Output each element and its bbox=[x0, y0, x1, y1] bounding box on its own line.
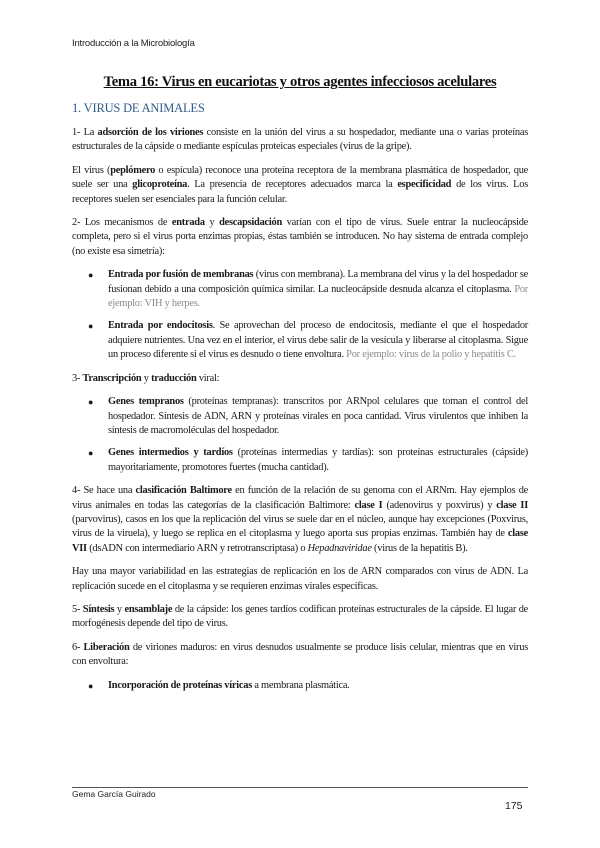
bullet-icon: ● bbox=[88, 321, 94, 332]
bullet-icon: ● bbox=[88, 270, 94, 281]
list-item-membrane-fusion: ● Entrada por fusión de membranas (virus con membrana). La membrana del virus y la del hospedador se fusionan debido a una composición química similar. La nucleocápside desnuda alcanza el citoplasma. Por ejemplo: VIH y herpes. bbox=[88, 269, 528, 310]
list-item-early-genes: ● Genes tempranos (proteínas tempranas): transcritos por ARNpol celulares que toman el control del hospedador. Síntesis de ADN, ARN y proteínas virales en poca cantidad. Virus virulentos que inhiben la síntesis de macromoléculas del hospedador. bbox=[88, 396, 528, 436]
gene-types-list bbox=[72, 395, 528, 475]
page-content bbox=[72, 72, 528, 702]
list-item-protein-incorporation: ● Incorporación de proteínas víricas a membrana plasmática. bbox=[72, 679, 528, 693]
page-title: Tema 16: Virus en eucariotas y otros agentes infecciosos acelulares bbox=[103, 74, 497, 90]
paragraph-transcription: 3- Transcripción y traducción viral: bbox=[72, 372, 220, 384]
footer-divider bbox=[72, 787, 528, 788]
release-list bbox=[72, 679, 528, 693]
bullet-icon: ● bbox=[88, 448, 94, 459]
paragraph-adsorption: 1- La adsorción de los viriones consiste en la unión del virus a su hospedador, mediante una o varias proteínas estructurales de la cápside o mediante espículas proteicas especiales (virus de la gripe). bbox=[72, 127, 528, 153]
bullet-icon: ● bbox=[88, 397, 94, 408]
footer-author: Gema García Guirado bbox=[72, 789, 156, 799]
paragraph-release: 6- Liberación de viriones maduros: en virus desnudos usualmente se produce lisis celular, mientras que en virus con envoltura: bbox=[72, 641, 528, 668]
list-item-late-genes: ● Genes intermedios y tardíos (proteínas intermedias y tardías): son proteínas estructurales (cápside) mayoritariamente, promotores fuertes (mucha cantidad). bbox=[88, 447, 528, 473]
paragraph-entry-mechanisms: 2- Los mecanismos de entrada y descapsidación varían con el tipo de virus. Suele entrar la nucleocápside completa, pero si el virus porta enzimas propias, éstas también se introducen. No hay sistema de entrada complejo (no existe esa simetría): bbox=[72, 217, 529, 257]
list-item-endocytosis: ● Entrada por endocitosis. Se aprovechan del proceso de endocitosis, mediante el que el hospedador adquiere nutrientes. Una vez en el interior, el virus debe salir de la vesícula y liberarse al citoplasma. Sigue un proceso diferente si el virus es desnudo o tiene envoltura. Por ejemplo: virus de la polio y hepatitis C. bbox=[88, 320, 528, 361]
paragraph-peplomero: El virus (peplómero o espícula) reconoce una proteína receptora de la membrana plasmática de hospedador, que suele ser una glicoproteína. La presencia de receptores adecuados marca la especificidad de los virus. Los receptores suelen ser esenciales para la función celular. bbox=[72, 164, 528, 205]
paragraph-baltimore: 4- Se hace una clasificación Baltimore en función de la relación de su genoma con el ARNm. Hay ejemplos de virus animales en todas las categorías de la clasificación Baltimore: clase I (adenovirus y poxvirus) y clase II (parvovirus), casos en los que la replicación del virus se suele dar en el núcleo, aunque hay excepciones (Poxvirus, virus de la viruela), y luego se replica en el citoplasma y luego aporta sus propias enzimas. También hay de clase VII (dsADN con intermediario ARN y retrotranscriptasa) o Hepadnaviridae (virus de la hepatitis B). bbox=[72, 485, 528, 554]
paragraph-assembly: 5- Síntesis y ensamblaje de la cápside: los genes tardíos codifican proteínas estructurales de la cápside. El lugar de morfogénesis depende del tipo de virus. bbox=[72, 603, 529, 630]
section-heading: 1. VIRUS DE ANIMALES bbox=[72, 101, 205, 115]
running-header: Introducción a la Microbiología bbox=[72, 38, 195, 49]
page-number: 175 bbox=[505, 800, 523, 812]
bullet-icon: ● bbox=[88, 680, 94, 691]
entry-mechanisms-list bbox=[72, 268, 528, 362]
paragraph-rna-variability: Hay una mayor variabilidad en las estrategias de replicación en los de ARN comparados con virus de ADN. La replicación sucede en el citoplasma y se requieren enzimas virales específicas. bbox=[72, 566, 528, 592]
